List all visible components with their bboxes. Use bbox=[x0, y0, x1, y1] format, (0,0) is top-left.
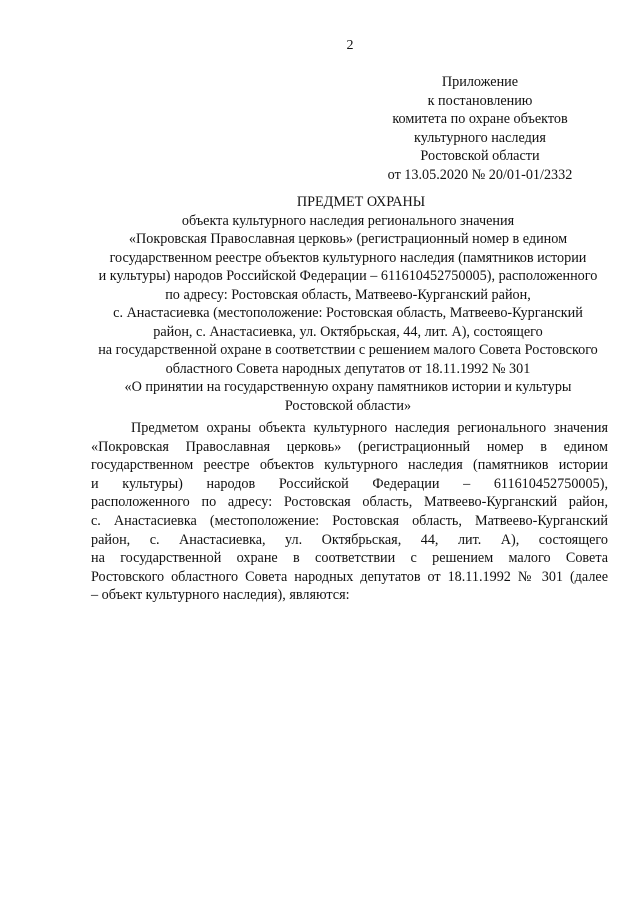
paragraph-line: – объект культурного наследия), являются: bbox=[91, 587, 350, 604]
paragraph-line: с. Анастасиевка (местоположение: Ростовская область, Матвеево-Курганский bbox=[91, 512, 608, 529]
subject-line: «Покровская Православная церковь» (регистрационный номер в едином bbox=[128, 231, 568, 247]
paragraph-line: на государственной охране в соответствии с решением малого Совета bbox=[91, 550, 608, 567]
subject-line: государственном реестре объектов культурного наследия (памятников истории bbox=[109, 249, 587, 266]
paragraph-line: Ростовского областного Совета народных депутатов от 18.11.1992 № 301 (далее bbox=[91, 568, 608, 585]
subject-line: областного Совета народных депутатов от 18.11.1992 № 301 bbox=[165, 360, 531, 377]
subject-line: район, с. Анастасиевка, ул. Октябрьская, 44, лит. А), состоящего bbox=[153, 323, 543, 340]
subject-line: на государственной охране в соответствии с решением малого Совета Ростовского bbox=[98, 342, 598, 358]
body-paragraph bbox=[91, 419, 608, 605]
paragraph-line: и культуры) народов Российской Федерации – 611610452750005), bbox=[91, 475, 608, 492]
paragraph-line: Предметом охраны объекта культурного наследия регионального значения bbox=[131, 420, 608, 436]
appendix-block bbox=[360, 73, 600, 184]
paragraph-line: расположенного по адресу: Ростовская область, Матвеево-Курганский район, bbox=[91, 494, 608, 511]
page-number: 2 bbox=[346, 38, 354, 53]
paragraph-line: «Покровская Православная церковь» (регистрационный номер в едином bbox=[91, 438, 608, 455]
subject-title: ПРЕДМЕТ ОХРАНЫ bbox=[296, 194, 426, 210]
subject-line: и культуры) народов Российской Федерации – 611610452750005), расположенного bbox=[98, 268, 598, 284]
subject-line: Ростовской области» bbox=[284, 397, 412, 414]
paragraph-line: район, с. Анастасиевка, ул. Октябрьская, 44, лит. А), состоящего bbox=[91, 531, 608, 548]
subject-line: по адресу: Ростовская область, Матвеево-Курганский район, bbox=[165, 286, 531, 303]
subject-line: с. Анастасиевка (местоположение: Ростовская область, Матвеево-Курганский bbox=[113, 305, 583, 321]
appendix-line: культурного наследия bbox=[414, 129, 546, 146]
appendix-line: к постановлению bbox=[427, 92, 533, 109]
subject-heading-block bbox=[88, 193, 608, 415]
appendix-line: Ростовской области bbox=[420, 148, 540, 164]
subject-line: «О принятии на государственную охрану памятников истории и культуры bbox=[124, 379, 572, 395]
paragraph-line: государственном реестре объектов культурного наследия (памятников истории bbox=[91, 457, 608, 474]
subject-line: объекта культурного наследия регионального значения bbox=[181, 212, 515, 229]
appendix-line: от 13.05.2020 № 20/01-01/2332 bbox=[387, 166, 573, 183]
appendix-line: комитета по охране объектов bbox=[392, 111, 568, 127]
appendix-line: Приложение bbox=[441, 74, 519, 90]
